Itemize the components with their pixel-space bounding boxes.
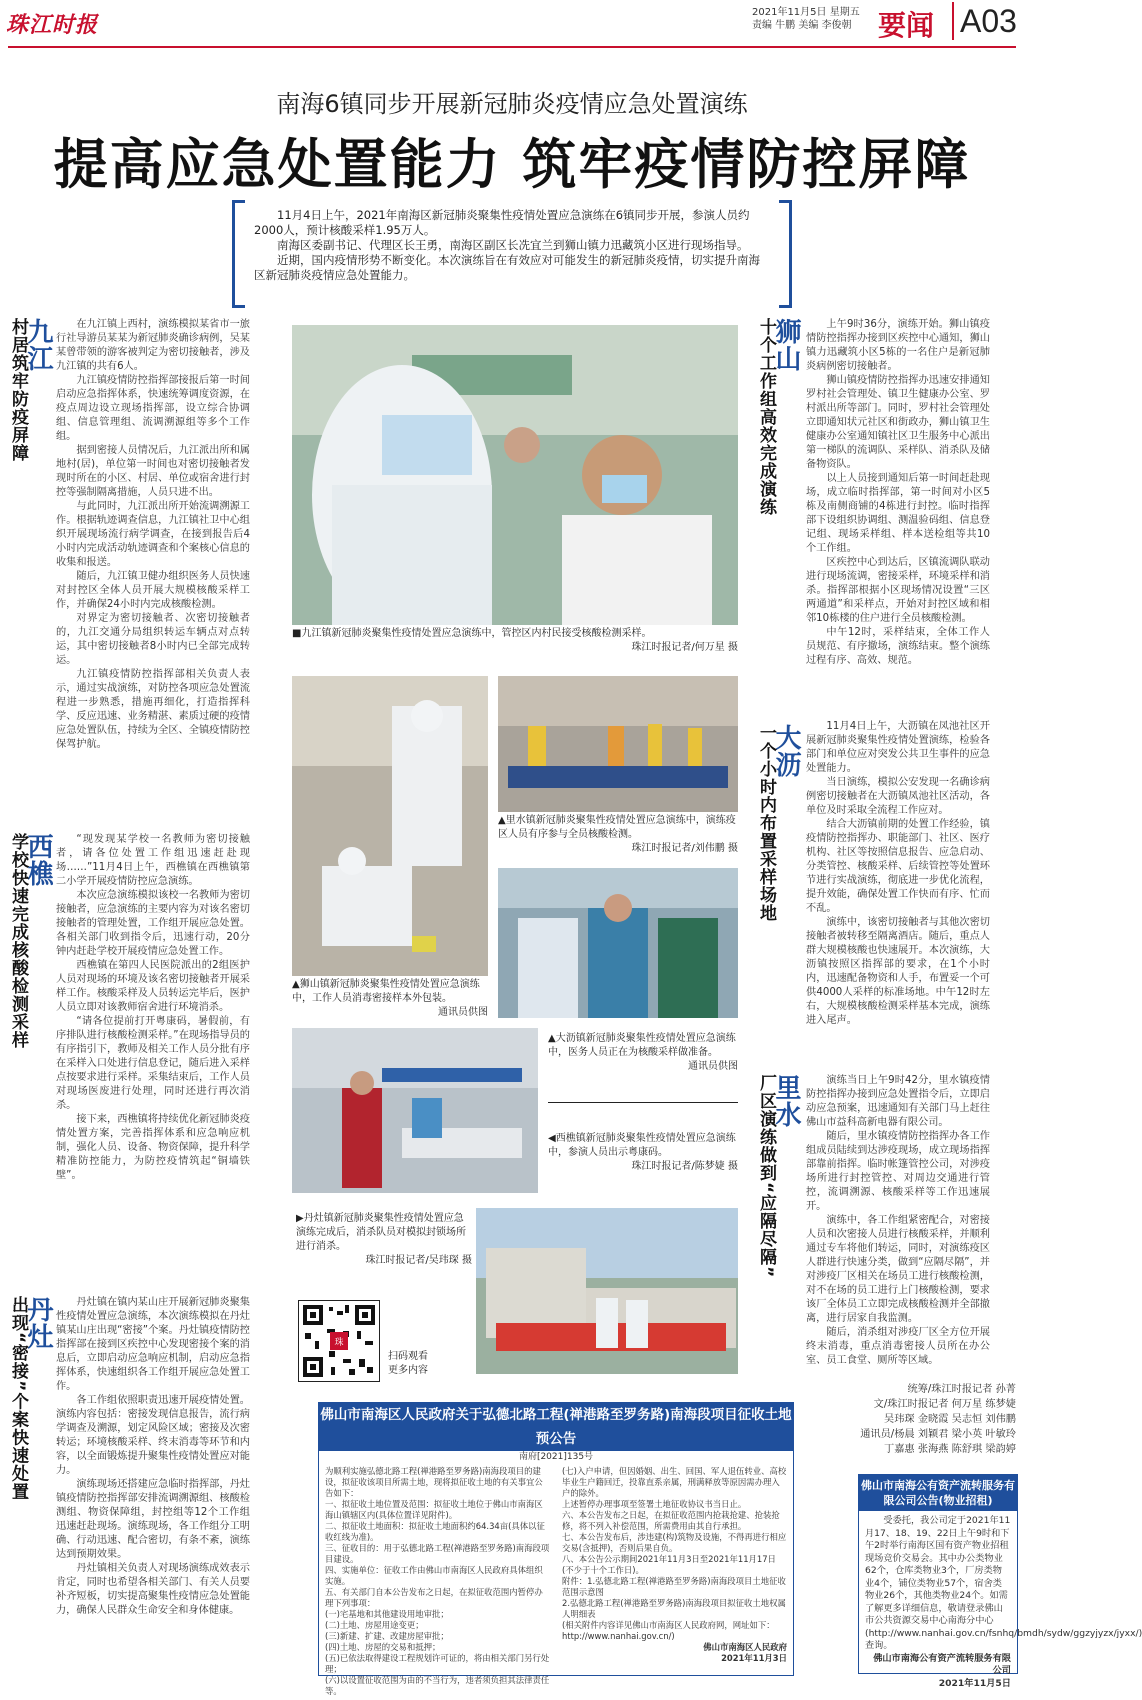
body-paragraph: 11月4日上午，大沥镇在凤池社区开展新冠肺炎聚集性疫情处置演练，检验各部门和单位应对突发公共卫生事件的应急处置能力。 [806,721,990,774]
body-paragraph: 对界定为密切接触者、次密切接触者的，九江交通分局组织转运车辆点对点转运，其中密切接触者8小时内已全部完成转运。 [56,613,250,666]
caption-shishan [292,978,488,1020]
section-title-lishui [756,1074,801,1354]
notice-paragraph: 附件：1.弘德北路工程(禅港路至罗务路)南海段项目土地征收范围示意图 [562,1576,786,1597]
section-town: 西樵 [23,833,53,887]
body-paragraph: 上午9时36分，演练开始。狮山镇疫情防控指挥办接到区疾控中心通知，狮山镇力迅藏筑小区5栋的一名住户是新冠肺炎病例密切接触者。 [806,319,990,372]
body-paragraph: 演练中，该密切接触者与其他次密切接触者被转移至隔离酒店。随后，重点人群大规模核酸也快速展开。本次演练，大沥镇按照区指挥部的要求，在1个小时内，迅速配备物资和人手，布置妥一个可供4000人采样的标准场地。中午12时左右，大规模核酸检测采样基本完成，演练进入尾声。 [806,917,990,1026]
section-town: 九江 [23,318,53,372]
lead-paragraph: 近期，国内疫情形势不断变化。本次演练旨在有效应对可能发生的新冠肺炎疫情，切实提升南海区新冠肺炎疫情应急处置能力。 [254,253,760,282]
caption-text: ▲狮山镇新冠肺炎聚集性疫情处置应急演练中，工作人员消毒密接样本外包装。 [292,979,480,1004]
caption-credit: 珠江时报记者/吴玮琛 摄 [365,1255,472,1266]
section-heading: 村居筑牢防疫屏障 [8,318,28,462]
section-title-jiujiang [8,318,53,578]
issue-date-block [752,6,872,32]
caption-credit: 通讯员供图 [438,1007,488,1018]
body-paragraph: 随后，消杀组对涉疫厂区全方位开展终末消毒，重点消毒密接人员所在办公室、员工食堂、厕所等区域。 [806,1327,990,1366]
caption-credit: 珠江时报记者/刘伟鹏 摄 [631,843,738,854]
property-notice-title: 佛山市南海公有资产流转服务有限公司公告(物业招租) [859,1475,1017,1511]
body-paragraph: 当日演练，模拟公安发现一名确诊病例密切接触者在大沥镇凤池社区活动，各单位及时采取全流程工作应对。 [806,777,990,816]
section-title-xiqiao [8,833,53,1133]
body-paragraph: 演练现场还搭建应急临时指挥部，丹灶镇疫情防控指挥部安排流调溯源组、核酸检测组、物资保障组，封控组等12个工作组迅速赶赴现场。演练现场，各工作组分工明确、行动迅速、配合密切，有条不紊，演练达到预期效果。 [56,1479,250,1560]
section-title-shishan [756,318,801,618]
caption-separator [548,1102,738,1103]
caption-lishui [498,814,738,856]
section-body-jiujiang [56,318,250,803]
body-paragraph: 丹灶镇在镇内某山庄开展新冠肺炎聚集性疫情处置应急演练，本次演练模拟在丹灶镇某山庄出现“密接”个案。丹灶镇疫情防控指挥部在接到区疾控中心发现密接个案的消息后，立即启动应急响应机制，启动应急指挥体系，快速组织各工作组开展应急处置工作。 [56,1297,250,1392]
caption-text: ▲里水镇新冠肺炎聚集性疫情处置应急演练中，演练疫区人员有序参与全员核酸检测。 [498,815,736,840]
notice-title: 佛山市南海区人民政府关于弘德北路工程(禅港路至罗务路)南海段项目征收土地预公告 [319,1403,793,1451]
notice-paragraph: 一、拟征收土地位置及范围：拟征收土地位于佛山市南海区海山镇辖区内(具体位置详见附件)。 [325,1499,543,1520]
body-paragraph: 在九江镇上西村，演练模拟某省市一旅行社导游员某某为新冠肺炎确诊病例，吴某某曾带领的游客被判定为密切接触者，涉及九江镇的共有6人。 [56,319,250,372]
masthead [0,0,1024,50]
section-heading: 十个工作组高效完成演练 [756,318,776,516]
property-notice-paragraph: 受委托，我公司定于2021年11月17、18、19、22日上午9时和下午2时举行南海区国有资产物业招租现场竞价交易会。其中办公类物业62个，仓库类物业3个，厂房类物业4个，铺位类物业57个，宿舍类物业26个，其他类物业24个。如需了解更多详细信息，敬请登录佛山市公共资源交易中心南海分中心(http://www.nanhai.gov.cn/fsnhq/bmdh/sydw/ggzyjyzx/jyxx/)查询。 [865,1515,1142,1651]
byline-line: 吴玮琛 金晓霞 吴志恒 刘伟鹏 [884,1414,1016,1425]
notice-paragraph: 上述暂停办理事项至签署土地征收协议书当日止。 [562,1499,747,1509]
photo-illustration [292,325,738,625]
section-body-lishui [806,1074,990,1374]
caption-jiujiang [292,627,738,655]
section-heading: 厂区演练做到“应隔尽隔” [756,1074,776,1279]
section-town: 狮山 [771,318,801,372]
newspaper-logo: 珠江时报 [6,12,99,38]
photo-illustration [292,1028,538,1193]
photo-illustration [476,1208,738,1374]
notice-paragraph: 六、本公告发布之日起，在拟征收范围内抢栽抢建、抢装抢修，将不列入补偿范围，所需费用由其自行承担。 [562,1510,780,1531]
notice-paragraph: (七)入户申请，但因婚姻、出生、回国、军人退伍转业、高校毕业生户籍回迁，投靠直系亲属，刑满释放等原因需办理入户的除外。 [562,1466,787,1498]
photo-illustration [292,676,488,976]
body-paragraph: 九江镇疫情防控指挥部接报后第一时间启动应急指挥体系，快速统筹调度资源，在疫点周边设立现场指挥部，设立综合协调组、信息管理组、流调溯源组等多个工作组。 [56,375,250,442]
byline-line: 通讯员/杨晨 刘颖君 梁小英 叶敏玲 [860,1429,1016,1440]
notice-paragraph: 七、本公告发布后，涉违建(构)筑物及设施，不得再进行相应交易(含抵押)，否则后果自负。 [562,1532,787,1553]
qr-logo: 珠 [334,1338,344,1348]
body-paragraph: 据到密接人员情况后，九江派出所和属地村(居)，单位第一时间也对密切接触者发现时所在的小区、村居、单位或宿舍进行封控等强制隔离措施，人员只进不出。 [56,445,250,498]
section-name: 要闻 [878,9,935,42]
article-lead [232,200,792,302]
notice-column-right [556,1463,793,1700]
article-byline [800,1382,1016,1457]
notice-paragraph: (二)土地、房屋用途变更； [325,1620,424,1630]
section-heading: 一个小时内布置采样场地 [756,724,776,922]
notice-paragraph: 四、实施单位：征收工作由佛山市南海区人民政府具体组织实施。 [325,1565,543,1586]
photo-jiujiang-sampling [292,325,738,625]
section-town: 大沥 [771,724,801,778]
caption-danzao [296,1212,472,1268]
body-paragraph: 各工作组依照职责迅速开展疫情处置。演练内容包括：密接发现信息报告，流行病学调查及溯源，划定风险区域；密接及次密转运；环境核酸采样、终末消毒等环节和内容，以全面锻炼提升聚集性疫情处置应对能力。 [56,1395,250,1476]
notice-paragraph: (六)以设置征收范围为由的不当行为，违者须负担其法律责任等。 [325,1675,550,1696]
section-body-shishan [806,318,990,718]
notice-paragraph: (五)已依法取得建设工程规划许可证的，将由相关部门另行处理； [325,1653,550,1674]
section-title-danzao [8,1296,53,1596]
caption-text: ◀西樵镇新冠肺炎聚集性疫情处置应急演练中，参演人员出示粤康码。 [548,1133,736,1158]
caption-dali [548,1032,738,1074]
article-subhead: 南海6镇同步开展新冠肺炎疫情应急处置演练 [276,90,748,118]
qr-label-line: 更多内容 [388,1365,428,1376]
property-notice-date: 2021年11月5日 [938,1677,1011,1689]
caption-credit: 通讯员供图 [688,1061,738,1072]
section-title-dali [756,724,801,1014]
section-heading: 出现“密接”个案快速处置 [8,1296,28,1501]
notice-paragraph: (相关附件内容详见佛山市南海区人民政府网，网址如下：http://www.nanhai.gov.cn/) [562,1620,775,1641]
body-paragraph: 九江镇疫情防控指挥部相关负责人表示，通过实战演练，对防控各项应急处置流程进一步熟悉，措施再细化，打造指挥科学、反应迅速、业务精湛、素质过硬的疫情应急处置队伍，持续为全区、全镇疫情防控保驾护航。 [56,669,250,750]
notice-paragraph: 五、有关部门自本公告发布之日起，在拟征收范围内暂停办理下列事项： [325,1587,543,1608]
qr-label [388,1350,468,1378]
body-paragraph: 与此同时，九江派出所开始流调溯源工作。根据轨迹调查信息，九江镇社卫中心组织开展现场流行病学调查，在接到报告后4小时内完成活动轨迹调查和个案核心信息的收集和报送。 [56,501,250,568]
caption-credit: 珠江时报记者/何万星 摄 [631,642,738,653]
notice-paragraph: 为顺利实施弘德北路工程(禅港路至罗务路)南海段项目的建设，拟征收该项目所需土地，现将拟征收土地的有关事宜公告如下： [325,1466,543,1498]
body-paragraph: 演练中，各工作组紧密配合，对密接人员和次密接人员进行核酸采样，并顺利通过专车将他们转运，同时，对演练疫区人群进行快速分类，做到“应隔尽隔”，并对涉疫厂区相关在场员工进行核酸检测，对不在场的员工进行上门核酸检测，要求该厂全体员工立即完成核酸检测并全部撤离，进行居家自我监测。 [806,1215,990,1324]
notice-paragraph: 八、本公告公示期间2021年11月3日至2021年11月17日(不少于十个工作日)。 [562,1554,776,1575]
section-town: 里水 [771,1074,801,1128]
body-paragraph: 西樵镇在第四人民医院派出的2组医护人员对现场的环境及该名密切接触者开展采样工作。核酸采样及人员转运完毕后，医护人员立即对该教师宿舍进行环境消杀。 [56,960,250,1013]
property-notice-body [859,1511,1142,1694]
notice-paragraph: 三、征收目的：用于弘德北路工程(禅港路至罗务路)南海段项目建设。 [325,1543,550,1564]
body-paragraph: 狮山镇疫情防控指挥办迅速安排通知罗村社会管理处、镇卫生健康办公室、罗村派出所等部门。同时，罗村社会管理处立即通知状元社区和街政办，狮山镇卫生健康办公室通知镇社区卫生服务中心派出第一梯队的流调队、采样队、消杀队及储备物资队。 [806,375,990,470]
caption-text: ▲大沥镇新冠肺炎聚集性疫情处置应急演练中，医务人员正在为核酸采样做准备。 [548,1033,736,1058]
body-paragraph: 随后，九江镇卫健办组织医务人员快速对封控区全体人员开展大规模核酸采样工作，并确保24小时内完成核酸检测。 [56,571,250,610]
lead-bracket-right [779,200,792,308]
notice-paragraph: (四)土地、房屋的交易和抵押； [325,1642,441,1652]
body-paragraph: 随后，里水镇疫情防控指挥办各工作组成员陆续到达涉疫现场，成立现场指挥部靠前指挥。临时帐篷管控公司，对涉疫场所进行封控管控、对周边交通进行管控，流调溯源、核酸采样等工作迅速展开。 [806,1131,990,1212]
body-paragraph: 本次应急演练模拟该校一名教师为密切接触者，应急演练的主要内容为对该名密切接触者的管理处置，工作组开展应急处置。各相关部门收到指令后，迅速行动，20分钟内赶赴学校开展疫情应急处置工作。 [56,890,250,957]
caption-xiqiao [548,1132,738,1174]
qr-label-line: 扫码观看 [388,1351,428,1362]
body-paragraph: 区疾控中心到达后，区镇流调队联动进行现场流调，密接采样，环境采样和消杀。指挥部根据小区现场情况设置“三区两通道”和采样点，开始对封控区域和相邻10栋楼的住户进行全员核酸检测。 [806,557,990,624]
body-paragraph: 接下来，西樵镇将持续优化新冠肺炎疫情处置方案，完善指挥体系和应急响应机制，强化人员、设备、物资保障，提升科学精准防控能力，为防控疫情筑起“铜墙铁壁”。 [56,1114,250,1181]
byline-line: 文/珠江时报记者 何万星 练梦婕 [873,1399,1016,1410]
article-headline: 提高应急处置能力 筑牢疫情防控屏障 [53,133,971,196]
section-heading: 学校快速完成核酸检测采样 [8,833,28,1049]
caption-text: ■九江镇新冠肺炎聚集性疫情处置应急演练中，管控区内村民接受核酸检测采样。 [292,628,652,639]
notice-date: 2021年11月3日 [721,1653,787,1663]
qr-code[interactable] [298,1300,380,1382]
photo-dali-medics [498,868,738,1018]
section-body-danzao [56,1296,250,1668]
page-number: A03 [952,2,1017,40]
notice-number: 南府[2021]135号 [518,1452,594,1462]
notice-issuer: 佛山市南海区人民政府 [703,1642,787,1652]
notice-paragraph: (三)新建、扩建、改建房屋审批； [325,1631,449,1641]
issue-date: 2021年11月5日 星期五 [752,7,860,18]
body-paragraph: 中午12时，采样结束，全体工作人员规范、有序撤场，演练结束。整个演练过程有序、高效、规范。 [806,627,990,666]
byline-line: 丁嘉惠 张海燕 陈舒琪 梁韵婷 [884,1444,1016,1455]
caption-credit: 珠江时报记者/陈梦婕 摄 [631,1161,738,1172]
caption-text: ▶丹灶镇新冠肺炎聚集性疫情处置应急演练完成后，消杀队员对模拟封锁场所进行消杀。 [296,1213,466,1252]
photo-danzao-disinfection [476,1208,738,1374]
photo-shishan-disinfection [292,676,488,976]
body-paragraph: 丹灶镇相关负责人对现场演练成效表示肯定，同时也希望各相关部门、有关人员要补齐短板，切实提高聚集性疫情应急处置能力，确保人民群众生命安全和身体健康。 [56,1563,250,1616]
masthead-rule [8,46,1016,48]
body-paragraph: 结合大沥镇前期的处置工作经验，镇疫情防控指挥办、职能部门、社区、医疗机构、社区等按照信息报告、应急启动、分类管控、核酸采样、后续管控等处置环节进行实战演练，彻底进一步优化流程，提升效能，确保处置工作快而有序、忙而不乱。 [806,819,990,914]
photo-xiqiao-health-code [292,1028,538,1193]
photo-illustration [498,868,738,1018]
lead-bracket-left [232,200,245,308]
section-body-xiqiao [56,833,250,1253]
lead-paragraph: 南海区委副书记、代理区长王勇，南海区副区长冼宜兰到狮山镇力迅藏筑小区进行现场指导。 [277,238,749,252]
land-acquisition-notice [318,1402,794,1696]
notice-column-left [319,1463,556,1700]
lead-paragraph: 11月4日上午，2021年南海区新冠肺炎聚集性疫情处置应急演练在6镇同步开展，参演人员约2000人，预计核酸采样1.95万人。 [254,208,750,237]
editors-credit: 责编 牛鹏 美编 李俊朝 [752,20,852,31]
byline-line: 统筹/珠江时报记者 孙菁 [907,1384,1016,1395]
property-notice-issuer: 佛山市南海公有资产流转服务有限公司 [873,1652,1011,1676]
section-town: 丹灶 [23,1296,53,1350]
notice-paragraph: (一)宅基地和其他建设用地审批； [325,1609,449,1619]
notice-paragraph: 2.弘德北路工程(禅港路至罗务路)南海段项目拟征收土地权属人明细表 [562,1598,786,1619]
section-body-dali [806,720,990,1072]
notice-paragraph: 二、拟征收土地面积：拟征收土地面积约64.34亩(具体以征收红线为准)。 [325,1521,545,1542]
body-paragraph: 演练当日上午9时42分，里水镇疫情防控指挥办接到应急处置指令后，立即启动应急预案，迅速通知有关部门马上赶往佛山市益科高新电器有限公司。 [806,1075,990,1128]
photo-illustration [498,676,738,812]
photo-lishui-queue [498,676,738,812]
body-paragraph: “请各位提前打开粤康码，暑假前，有序排队进行核酸检测采样。”在现场指导员的有序指引下，教师及相关工作人员分批有序在采样入口处进行信息登记，随后进入采样点按要求进行采样。采集结束后，工作人员对现场医废进行处理，同时还进行再次消杀。 [56,1016,250,1111]
body-paragraph: “现发现某学校一名教师为密切接触者，请各位处置工作组迅速赶赴现场……”11月4日上午，西樵镇在西樵镇第二小学开展疫情防控应急演练。 [56,834,250,887]
body-paragraph: 以上人员接到通知后第一时间赶赴现场，成立临时指挥部，第一时间对小区5栋及南侧商铺的4栋进行封控。临时指挥部下设组织协调组、测温验码组、信息登记组、现场采样组、样本送检组等共10个工作组。 [806,473,990,554]
property-lease-notice [858,1474,1142,1689]
